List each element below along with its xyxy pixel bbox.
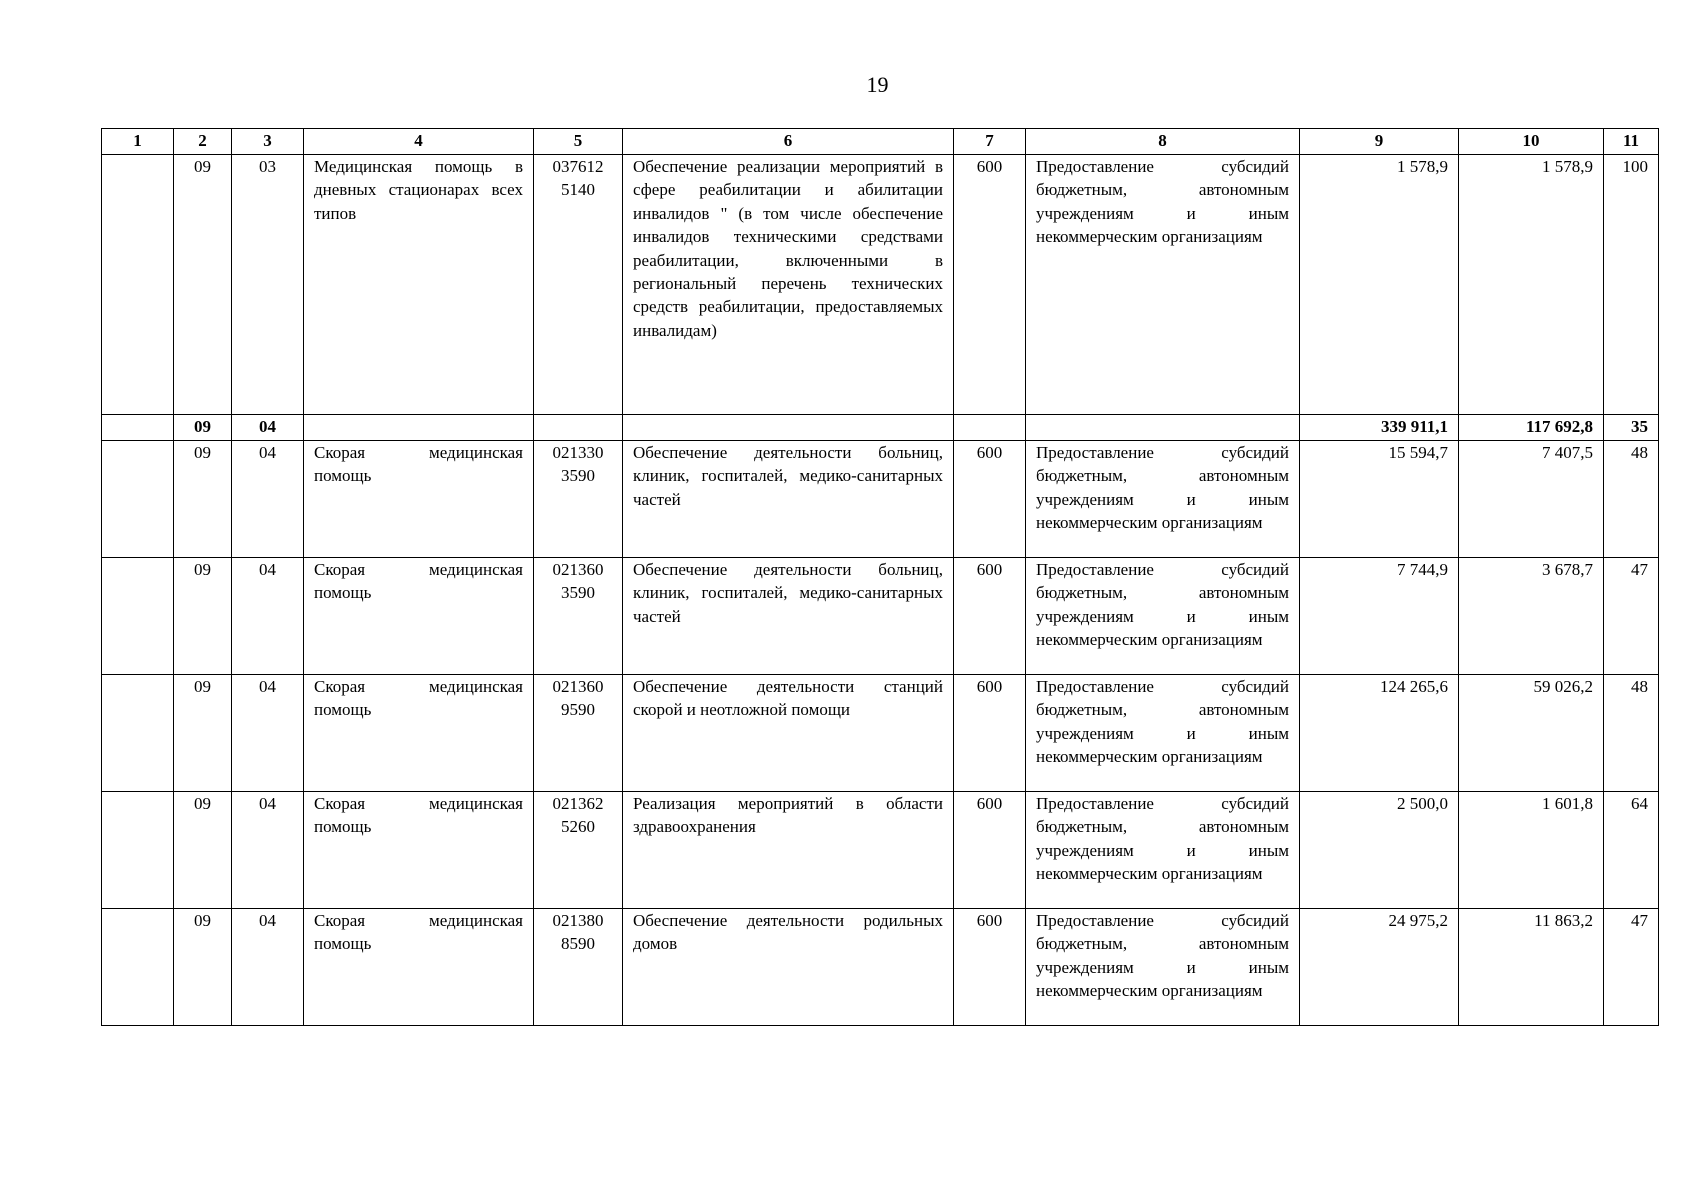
cell-col1 [102,792,174,909]
cell-percent: 47 [1604,909,1659,1026]
cell-amount-plan: 124 265,6 [1300,675,1459,792]
cell-event-name [623,415,954,441]
cell-amount-actual: 117 692,8 [1459,415,1604,441]
cell-expense-type: 600 [954,792,1026,909]
col-header-9: 9 [1300,129,1459,155]
col-header-1: 1 [102,129,174,155]
cell-amount-plan: 339 911,1 [1300,415,1459,441]
cell-col1 [102,558,174,675]
cell-section: 09 [174,909,232,1026]
cell-subsection: 04 [232,441,304,558]
cell-section: 09 [174,155,232,415]
cell-amount-plan: 2 500,0 [1300,792,1459,909]
cell-subsection: 04 [232,415,304,441]
cell-amount-plan: 15 594,7 [1300,441,1459,558]
cell-subsection: 04 [232,909,304,1026]
col-header-7: 7 [954,129,1026,155]
cell-percent: 47 [1604,558,1659,675]
cell-event-name [623,155,954,415]
cell-activity-name: Медицинская помощь в дневных стационарах всех типов [304,155,534,415]
cell-subsection: 04 [232,792,304,909]
cell-section: 09 [174,558,232,675]
cell-amount-actual: 1 578,9 [1459,155,1604,415]
cell-activity-name: Скорая медицинская помощь [304,558,534,675]
col-header-8: 8 [1026,129,1300,155]
cell-amount-plan: 7 744,9 [1300,558,1459,675]
cell-expense-type: 600 [954,558,1026,675]
cell-target-code: 021362 5260 [534,792,623,909]
col-header-6: 6 [623,129,954,155]
cell-section: 09 [174,792,232,909]
header-row [102,129,1659,155]
cell-target-code: 021360 3590 [534,558,623,675]
cell-expense-description: Предоставление субсидий бюджетным, автономным учреждениям и иным некоммерческим организациям [1026,792,1300,909]
cell-event-name: Обеспечение деятельности родильных домов [623,909,954,1026]
cell-col1 [102,415,174,441]
col-header-3: 3 [232,129,304,155]
table-row [102,675,1659,792]
cell-section: 09 [174,441,232,558]
cell-col1 [102,675,174,792]
code-part: 037612 5140 [552,157,604,200]
cell-amount-actual: 11 863,2 [1459,909,1604,1026]
cell-expense-type: 600 [954,909,1026,1026]
subtotal-row [102,415,1659,441]
cell-expense-description: Предоставление субсидий бюджетным, автономным учреждениям и иным некоммерческим организациям [1026,558,1300,675]
col-header-5: 5 [534,129,623,155]
cell-amount-actual: 7 407,5 [1459,441,1604,558]
cell-amount-actual: 1 601,8 [1459,792,1604,909]
table-row [102,792,1659,909]
cell-expense-description: Предоставление субсидий бюджетным, автономным учреждениям и иным некоммерческим организациям [1026,441,1300,558]
cell-section: 09 [174,415,232,441]
cell-subsection: 04 [232,675,304,792]
cell-activity-name: Скорая медицинская помощь [304,441,534,558]
cell-event-name: Обеспечение деятельности станций скорой и неотложной помощи [623,675,954,792]
cell-percent: 48 [1604,675,1659,792]
table-row [102,558,1659,675]
col-header-10: 10 [1459,129,1604,155]
cell-percent: 64 [1604,792,1659,909]
cell-percent: 35 [1604,415,1659,441]
col-header-4: 4 [304,129,534,155]
event-text: Обеспечение реализации мероприятий в сфере реабилитации и абилитации инвалидов " (в том числе обеспечение инвалидов техническими средствами реабилитации, включенными в региональный перечень технических средств реабилитации, предоставляемых инвалидам) [633,157,943,340]
page-number: 19 [866,72,889,97]
cell-activity-name: Скорая медицинская помощь [304,675,534,792]
cell-amount-plan: 1 578,9 [1300,155,1459,415]
col-header-11: 11 [1604,129,1659,155]
cell-col1 [102,909,174,1026]
cell-event-name: Обеспечение деятельности больниц, клиник, госпиталей, медико-санитарных частей [623,441,954,558]
cell-expense-type: 600 [954,675,1026,792]
cell-subsection: 03 [232,155,304,415]
cell-amount-actual: 59 026,2 [1459,675,1604,792]
table-row [102,909,1659,1026]
cell-col1 [102,155,174,415]
cell-target-code: 021380 8590 [534,909,623,1026]
cell-amount-plan: 24 975,2 [1300,909,1459,1026]
cell-activity-name: Скорая медицинская помощь [304,792,534,909]
cell-col1 [102,441,174,558]
cell-expense-type: 600 [954,155,1026,415]
table-row [102,155,1659,415]
col-header-2: 2 [174,129,232,155]
cell-expense-type [954,415,1026,441]
cell-percent: 48 [1604,441,1659,558]
cell-target-code: 021330 3590 [534,441,623,558]
cell-section: 09 [174,675,232,792]
cell-event-name: Реализация мероприятий в области здравоохранения [623,792,954,909]
cell-amount-actual: 3 678,7 [1459,558,1604,675]
cell-expense-description: Предоставление субсидий бюджетным, автономным учреждениям и иным некоммерческим организациям [1026,155,1300,415]
cell-target-code: 021360 9590 [534,675,623,792]
budget-table [101,128,1659,1026]
cell-target-code [534,415,623,441]
cell-target-code [534,155,623,415]
cell-subsection: 04 [232,558,304,675]
cell-expense-type: 600 [954,441,1026,558]
cell-expense-description [1026,415,1300,441]
cell-expense-description: Предоставление субсидий бюджетным, автономным учреждениям и иным некоммерческим организациям [1026,675,1300,792]
cell-percent: 100 [1604,155,1659,415]
table-row [102,441,1659,558]
cell-activity-name: Скорая медицинская помощь [304,909,534,1026]
cell-activity-name [304,415,534,441]
cell-expense-description: Предоставление субсидий бюджетным, автономным учреждениям и иным некоммерческим организациям [1026,909,1300,1026]
cell-event-name: Обеспечение деятельности больниц, клиник, госпиталей, медико-санитарных частей [623,558,954,675]
